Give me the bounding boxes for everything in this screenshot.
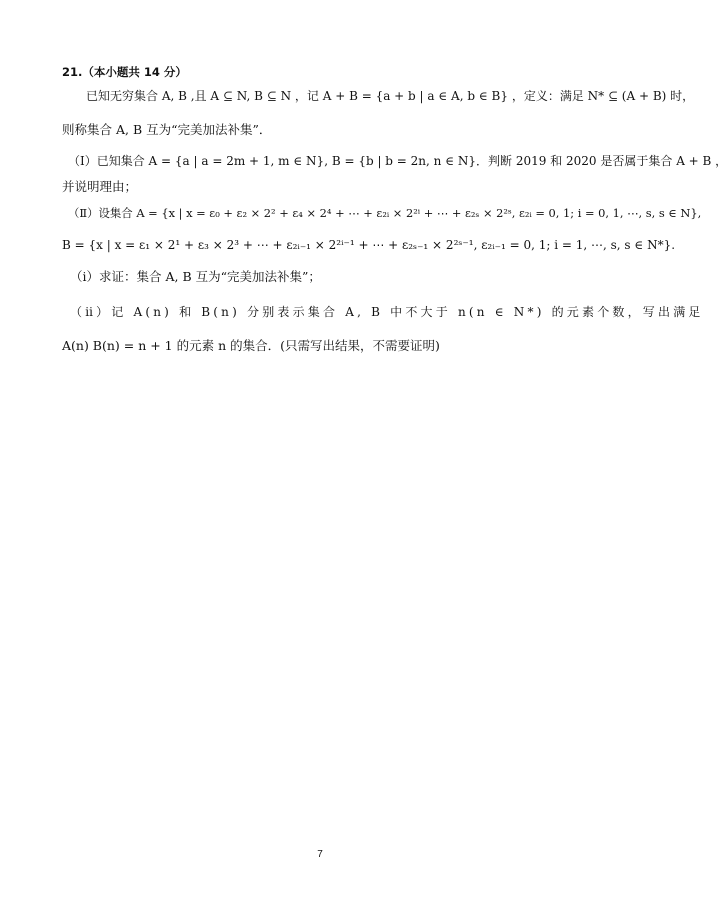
- subpart-ii-line-2: A(n) B(n) = n + 1 的元素 n 的集合．(只需写出结果，不需要证明): [62, 338, 440, 353]
- subpart-ii-line-1: （ⅱ）记 A(n) 和 B(n) 分别表示集合 A, B 中不大于 n(n ∈ N*) 的元素个数，写出满足: [70, 305, 704, 319]
- intro-line-1: 已知无穷集合 A, B ,且 A ⊆ N, B ⊆ N ，记 A + B = {a + b | a ∈ A, b ∈ B} ，定义：满足 N* ⊆ (A + B) 时，: [86, 89, 695, 103]
- subpart-i: （ⅰ）求证：集合 A, B 互为“完美加法补集”；: [70, 269, 321, 284]
- part2-line-2: B = {x | x = ε₁ × 2¹ + ε₃ × 2³ + ⋯ + ε₂ᵢ₋₁ × 2²ⁱ⁻¹ + ⋯ + ε₂ₛ₋₁ × 2²ˢ⁻¹, ε₂ᵢ₋₁ = 0, 1; i = 1, ⋯, s, s ∈ N*}.: [62, 238, 676, 252]
- part2-line-1: （Ⅱ）设集合 A = {x | x = ε₀ + ε₂ × 2² + ε₄ × 2⁴ + ⋯ + ε₂ᵢ × 2²ⁱ + ⋯ + ε₂ₛ × 2²ˢ, ε₂ᵢ = 0, 1; i = 0, 1, ⋯, s, s ∈ N},: [68, 206, 702, 220]
- question-title: 21.（本小题共 14 分）: [62, 65, 187, 79]
- part1-line-1: （Ⅰ）已知集合 A = {a | a = 2m + 1, m ∈ N}, B = {b | b = 2n, n ∈ N}．判断 2019 和 2020 是否属于集合 A + B ，: [68, 154, 727, 168]
- page-number: 7: [317, 849, 323, 860]
- intro-line-2: 则称集合 A, B 互为“完美加法补集”．: [62, 122, 272, 137]
- part1-line-2: 并说明理由；: [62, 179, 138, 194]
